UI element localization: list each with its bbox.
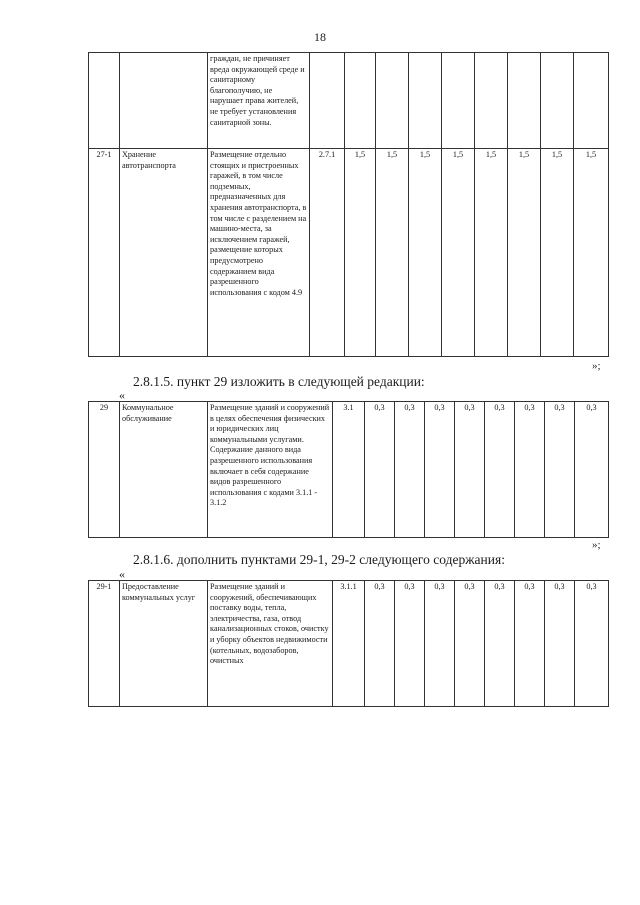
value-cell: 0,3 xyxy=(545,581,575,707)
value-cell: 0,3 xyxy=(455,581,485,707)
row-number: 27-1 xyxy=(89,149,120,357)
row-number: 29-1 xyxy=(89,581,120,707)
use-name: Хранение автотранспорта xyxy=(120,149,208,357)
row-number xyxy=(89,53,120,149)
section-heading: 2.8.1.6. дополнить пунктами 29-1, 29-2 следующего содержания: xyxy=(133,552,505,567)
value-cell: 1,5 xyxy=(574,149,609,357)
value-cell: 1,5 xyxy=(376,149,409,357)
use-description: Размещение отдельно стоящих и пристроенных гаражей, в том числе подземных, предназначенных для хранения автотранспорта, в том числе с разделением на машино-места, за исключением гаражей, размещение которых предусмотрено содержанием вида разрешенного использования с кодом 4.9 xyxy=(208,149,310,357)
value-cell: 0,3 xyxy=(425,402,455,538)
value-cell: 1,5 xyxy=(409,149,442,357)
use-name xyxy=(120,53,208,149)
opening-quote: « xyxy=(119,388,125,402)
use-description: граждан, не причиняет вреда окружающей среде и санитарному благополучию, не нарушает права жителей, не требует установления санитарной зоны. xyxy=(208,53,310,149)
value-cell: 0,3 xyxy=(515,581,545,707)
zoning-table-2 xyxy=(88,401,609,538)
value-cell: 0,3 xyxy=(365,402,395,538)
value-cell: 1,5 xyxy=(541,149,574,357)
table-row xyxy=(89,402,609,538)
value-cell: 0,3 xyxy=(425,581,455,707)
use-code: 3.1 xyxy=(333,402,365,538)
value-cell xyxy=(442,53,475,149)
value-cell xyxy=(475,53,508,149)
value-cell: 1,5 xyxy=(345,149,376,357)
opening-quote: « xyxy=(119,567,125,581)
use-code: 2.7.1 xyxy=(310,149,345,357)
value-cell xyxy=(376,53,409,149)
row-number: 29 xyxy=(89,402,120,538)
closing-quote: »; xyxy=(592,539,601,551)
use-description: Размещение зданий и сооружений в целях обеспечения физических и юридических лиц коммунальными услугами. Содержание данного вида разрешенного использования включает в себя содержание видов разрешенного использования с кодами 3.1.1 - 3.1.2 xyxy=(208,402,333,538)
value-cell xyxy=(345,53,376,149)
table-row xyxy=(89,53,609,149)
value-cell: 0,3 xyxy=(575,402,609,538)
table-row xyxy=(89,149,609,357)
value-cell: 0,3 xyxy=(485,402,515,538)
value-cell: 1,5 xyxy=(475,149,508,357)
section-heading: 2.8.1.5. пункт 29 изложить в следующей редакции: xyxy=(133,374,425,389)
value-cell: 1,5 xyxy=(442,149,475,357)
value-cell xyxy=(574,53,609,149)
use-name: Коммунальное обслуживание xyxy=(120,402,208,538)
value-cell: 0,3 xyxy=(575,581,609,707)
use-code xyxy=(310,53,345,149)
value-cell xyxy=(508,53,541,149)
zoning-table-1 xyxy=(88,52,609,357)
value-cell: 0,3 xyxy=(485,581,515,707)
value-cell: 0,3 xyxy=(365,581,395,707)
value-cell xyxy=(541,53,574,149)
use-description: Размещение зданий и сооружений, обеспечивающих поставку воды, тепла, электричества, газа, отвод канализационных стоков, очистку и уборку объектов недвижимости (котельных, водозаборов, очистных xyxy=(208,581,333,707)
value-cell: 0,3 xyxy=(545,402,575,538)
zoning-table-3 xyxy=(88,580,609,707)
value-cell: 0,3 xyxy=(395,402,425,538)
page-number: 18 xyxy=(314,30,326,44)
table-row xyxy=(89,581,609,707)
value-cell: 0,3 xyxy=(515,402,545,538)
value-cell: 1,5 xyxy=(508,149,541,357)
value-cell xyxy=(409,53,442,149)
use-code: 3.1.1 xyxy=(333,581,365,707)
value-cell: 0,3 xyxy=(455,402,485,538)
use-name: Предоставление коммунальных услуг xyxy=(120,581,208,707)
closing-quote: »; xyxy=(592,360,601,372)
value-cell: 0,3 xyxy=(395,581,425,707)
